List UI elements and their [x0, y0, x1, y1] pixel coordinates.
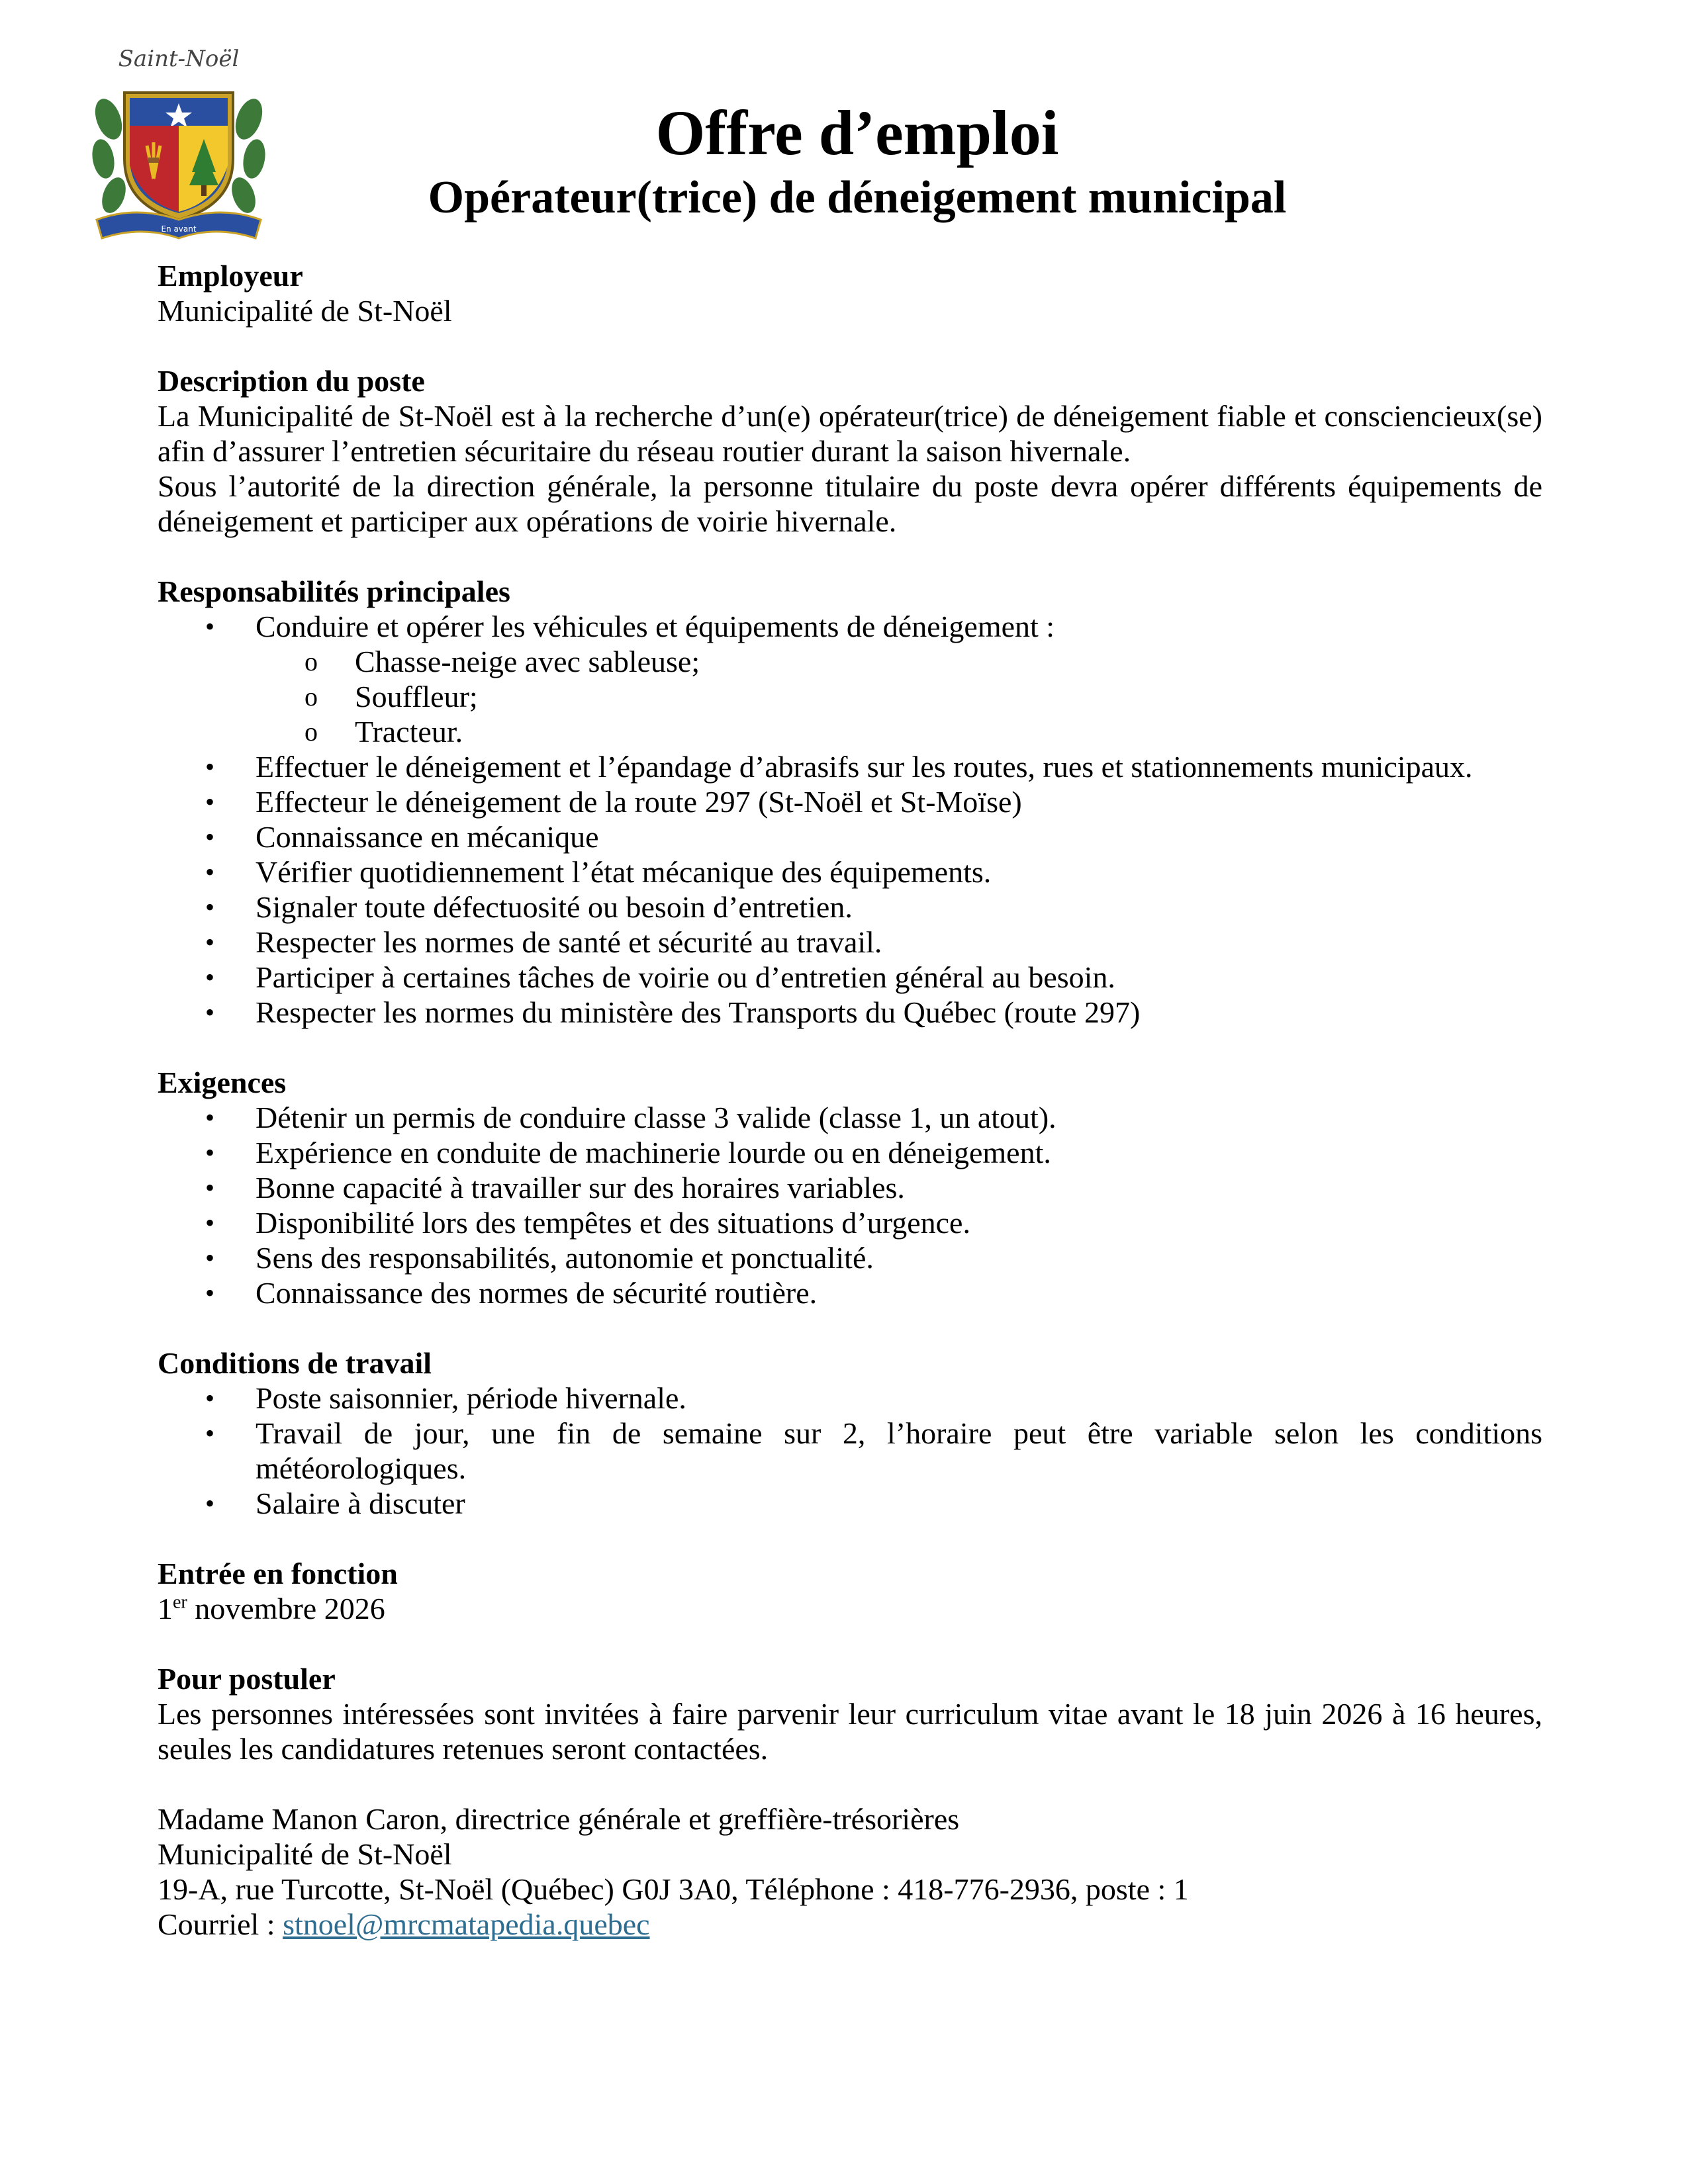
- bullet-icon: •: [205, 787, 215, 817]
- sub-list-item: [256, 679, 1542, 714]
- apply-heading: Pour postuler: [158, 1662, 336, 1696]
- description-section: [158, 363, 1542, 539]
- list-item: [158, 925, 1542, 960]
- bullet-icon: •: [205, 1138, 215, 1167]
- conditions-list: [158, 1381, 1542, 1521]
- list-item: [158, 854, 1542, 889]
- equipment-sublist: [256, 644, 1542, 749]
- contact-block: [158, 1801, 1542, 1942]
- list-item: [158, 1205, 1542, 1240]
- start-day: 1: [158, 1592, 173, 1625]
- list-item-text: Connaissance en mécanique: [256, 820, 599, 854]
- requirements-list: [158, 1100, 1542, 1310]
- sub-list-item-text: Souffleur;: [355, 680, 478, 713]
- list-item-text: Respecter les normes du ministère des Transports du Québec (route 297): [256, 995, 1141, 1029]
- circle-bullet-icon: o: [305, 647, 318, 676]
- list-item-text: Vérifier quotidiennement l’état mécanique des équipements.: [256, 855, 992, 889]
- list-item-text: Effecteur le déneigement de la route 297 (St-Noël et St-Moïse): [256, 785, 1022, 819]
- list-item-text: Disponibilité lors des tempêtes et des situations d’urgence.: [256, 1206, 970, 1240]
- start-date-text: [158, 1591, 1542, 1626]
- bullet-icon: •: [205, 927, 215, 957]
- email-link[interactable]: stnoel@mrcmatapedia.quebec: [283, 1907, 650, 1941]
- list-item: [158, 1275, 1542, 1310]
- conditions-heading: Conditions de travail: [158, 1346, 432, 1380]
- circle-bullet-icon: o: [305, 682, 318, 711]
- bullet-icon: •: [205, 1103, 215, 1132]
- list-item: [158, 784, 1542, 819]
- crest-label: Saint-Noël: [118, 46, 240, 72]
- crest-motto: En avant: [161, 224, 197, 234]
- list-item-text: Respecter les normes de santé et sécurité au travail.: [256, 925, 882, 959]
- list-item-text: Détenir un permis de conduire classe 3 valide (classe 1, un atout).: [256, 1101, 1056, 1134]
- requirements-heading: Exigences: [158, 1066, 287, 1099]
- employer-section: [158, 258, 1542, 328]
- list-item: [158, 749, 1542, 784]
- list-item-text: Poste saisonnier, période hivernale.: [256, 1381, 686, 1415]
- list-item-text: Expérience en conduite de machinerie lourde ou en déneigement.: [256, 1136, 1051, 1169]
- list-item-text: Travail de jour, une fin de semaine sur 2, l’horaire peut être variable selon les conditions météorologiques.: [256, 1416, 1542, 1485]
- apply-text: Les personnes intéressées sont invitées à faire parvenir leur curriculum vitae avant le 18 juin 2026 à 16 heures, seules les candidatures retenues seront contactées.: [158, 1697, 1542, 1766]
- contact-email-line: [158, 1907, 1542, 1942]
- bullet-icon: •: [205, 1208, 215, 1238]
- sub-list-item-text: Chasse-neige avec sableuse;: [355, 645, 700, 678]
- email-label: Courriel :: [158, 1907, 283, 1941]
- bullet-icon: •: [205, 892, 215, 922]
- start-day-suffix: er: [173, 1592, 187, 1613]
- list-item-text: Connaissance des normes de sécurité routière.: [256, 1276, 818, 1310]
- description-paragraph-2: Sous l’autorité de la direction générale, la personne titulaire du poste devra opérer différents équipements de déneigement et participer aux opérations de voirie hivernale.: [158, 469, 1542, 538]
- page-title: Offre d’emploi: [655, 97, 1059, 168]
- circle-bullet-icon: o: [305, 717, 318, 747]
- requirements-section: [158, 1065, 1542, 1310]
- description-paragraph-1: La Municipalité de St-Noël est à la recherche d’un(e) opérateur(trice) de déneigement fiable et consciencieux(se) afin d’assurer l’entretien sécuritaire du réseau routier durant la saison hivernale.: [158, 399, 1542, 468]
- employer-heading: Employeur: [158, 259, 303, 293]
- contact-name: Madame Manon Caron, directrice générale et greffière-trésorières: [158, 1802, 960, 1836]
- bullet-icon: •: [205, 1173, 215, 1203]
- list-item-text: Participer à certaines tâches de voirie ou d’entretien général au besoin.: [256, 960, 1115, 994]
- list-item-text: Effectuer le déneigement et l’épandage d’abrasifs sur les routes, rues et stationnements municipaux.: [256, 750, 1473, 784]
- list-item: [158, 1381, 1542, 1416]
- bullet-icon: •: [205, 1278, 215, 1308]
- start-month-year: novembre 2026: [187, 1592, 385, 1625]
- bullet-icon: •: [205, 1243, 215, 1273]
- bullet-icon: •: [205, 997, 215, 1027]
- list-item: [158, 995, 1542, 1030]
- sub-list-item-text: Tracteur.: [355, 715, 463, 749]
- bullet-icon: •: [205, 1488, 215, 1518]
- description-heading: Description du poste: [158, 364, 425, 398]
- list-item: [158, 889, 1542, 925]
- responsibilities-section: [158, 574, 1542, 1030]
- list-item-text: Signaler toute défectuosité ou besoin d’entretien.: [256, 890, 853, 924]
- list-item: [158, 960, 1542, 995]
- bullet-icon: •: [205, 752, 215, 782]
- bullet-icon: •: [205, 857, 215, 887]
- list-item: [158, 1486, 1542, 1521]
- list-item: [158, 609, 1542, 749]
- bullet-icon: •: [205, 1383, 215, 1413]
- document-body: [158, 258, 1542, 1942]
- list-item: [158, 1240, 1542, 1275]
- conditions-section: [158, 1345, 1542, 1521]
- page-subtitle: Opérateur(trice) de déneigement municipal: [428, 172, 1287, 223]
- responsibilities-heading: Responsabilités principales: [158, 574, 510, 608]
- sub-list-item: [256, 714, 1542, 749]
- list-item-text: Salaire à discuter: [256, 1486, 465, 1520]
- apply-section: [158, 1661, 1542, 1766]
- bullet-icon: •: [205, 822, 215, 852]
- list-item: [158, 1135, 1542, 1170]
- list-item-text: Sens des responsabilités, autonomie et ponctualité.: [256, 1241, 874, 1275]
- list-item: [158, 1100, 1542, 1135]
- bullet-icon: •: [205, 1418, 215, 1448]
- list-item: [158, 1170, 1542, 1205]
- employer-text: Municipalité de St-Noël: [158, 294, 452, 328]
- bullet-icon: •: [205, 612, 215, 641]
- list-item: [158, 819, 1542, 854]
- start-date-heading: Entrée en fonction: [158, 1557, 398, 1590]
- responsibilities-list: [158, 609, 1542, 1030]
- start-date-section: [158, 1556, 1542, 1626]
- list-item: [158, 1416, 1542, 1486]
- list-item-text: Bonne capacité à travailler sur des horaires variables.: [256, 1171, 905, 1205]
- sub-list-item: [256, 644, 1542, 679]
- bullet-icon: •: [205, 962, 215, 992]
- list-item-text: Conduire et opérer les véhicules et équipements de déneigement :: [256, 610, 1055, 643]
- contact-organization: Municipalité de St-Noël: [158, 1837, 452, 1871]
- contact-address: 19-A, rue Turcotte, St-Noël (Québec) G0J 3A0, Téléphone : 418-776-2936, poste : 1: [158, 1872, 1189, 1906]
